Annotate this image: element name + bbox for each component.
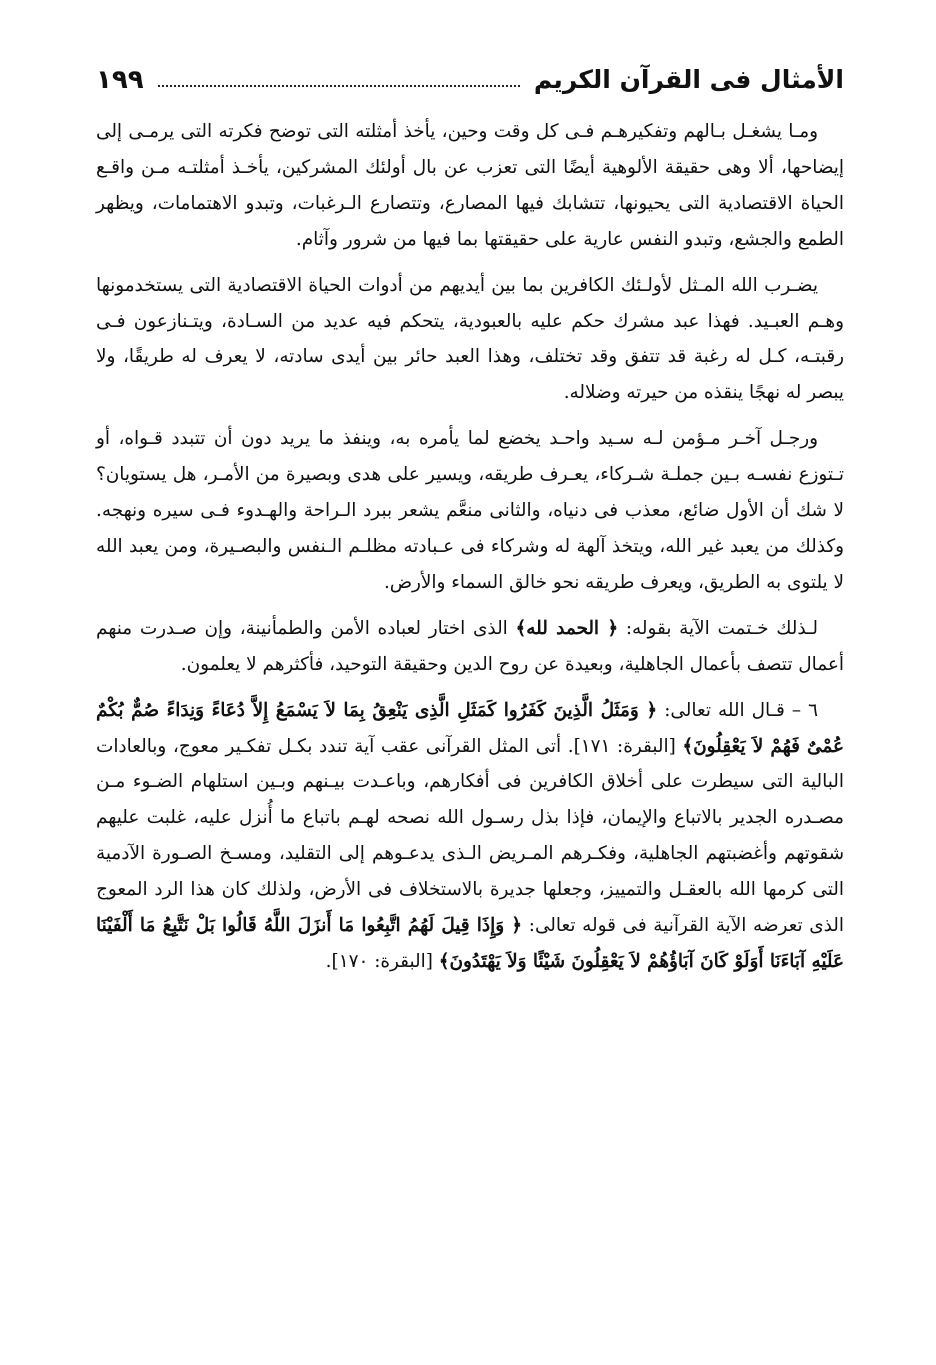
paragraph [96, 611, 844, 683]
book-page [96, 44, 844, 1334]
paragraph: ورجـل آخـر مـؤمن لـه سـيد واحـد يخضع لما يأمره به، وينفذ ما يريد دون أن تتبدد قـواه، أو تـتوزع نفسـه بـين جملـة شـركاء، يعـرف طريقه، ويسير على هدى وبصيرة من الأمـر، هل يستويان؟ لا شك أن الأول ضائع، معذب فى دنياه، والثانى منعَّم يشعر ببرد الـراحة والهـدوء فـى سيره ونهجه. وكذلك من يعبد غير الله، ويتخذ آلهة له وشركاء فى عـبادته مظلـم الـنفس والبصـيرة، ومن يعبد الله لا يلتوى به الطريق، ويعرف طريقه نحو خالق السماء والأرض. [96, 428, 844, 593]
quran-verse: ﴿ وَإِذَا قِيلَ لَهُمُ اتَّبِعُوا مَا أَنزَلَ اللَّهُ قَالُوا بَلْ نَتَّبِعُ مَا أَلْفَيْنَا عَلَيْهِ آبَاءَنَا أَوَلَوْ كَانَ آبَاؤُهُمْ لاَ يَعْقِلُونَ شَيْئًا وَلاَ يَهْتَدُونَ﴾ [96, 915, 844, 972]
running-header [96, 44, 844, 96]
paragraph-text: [البقرة: ١٧٠]. [325, 950, 439, 972]
paragraph-text: الذى اختار لعباده الأمن والطمأنينة، وإن صـدرت منهم أعمال تتصف بأعمال الجاهلية، وبعيدة عن روح الدين وحقيقة التوحيد، فأكثرهم لا يعلمون. [96, 617, 844, 675]
paragraph [96, 693, 844, 980]
paragraph-text: لـذلك خـتمت الآية بقوله: [618, 617, 818, 639]
paragraph-text: ٦ – قـال الله تعالى: [657, 699, 819, 721]
paragraph: ومـا يشغـل بـالهم وتفكيرهـم فـى كل وقت وحين، يأخذ أمثلته التى توضح فكرته التى يرمـى إلى إيضاحها، ألا وهى حقيقة الألوهية أيضًا التى تعزب عن بال أولئك المشركين، يأخـذ أمثلتـه مـن واقـع الحياة الاقتصادية التى يحيونها، تتشابك فيها المصارع، وتتصارع الـرغبات، وتبدو الاهتمامات، ويظهر الطمع والجشع، وتبدو النفس عارية على حقيقتها بما فيها من شرور وآثام. [96, 121, 844, 250]
paragraph: يضـرب الله المـثل لأولـئك الكافرين بما بين أيديهم من أدوات الحياة الاقتصادية التى يستخدمونها وهـم العبـيد. فهذا عبد مشرك حكم عليه بالعبودية، يتحكم فيه عديد من السـادة، ويتـنازعون فـى رقبتـه، كـل له رغبة قد تتفق وقد تختلف، وهذا العبد حائر بين أيدى سادته، لا يعرف له طريقًا، ولا يبصر له نهجًا ينقذه من حيرته وضلاله. [96, 274, 844, 404]
book-title: الأمثال فى القرآن الكريم [533, 65, 844, 94]
page-number: ١٩٩ [96, 65, 144, 95]
quran-verse: ﴿ الحمد لله﴾ [515, 617, 619, 639]
header-dotted-leader [158, 85, 520, 87]
paragraph-text: [البقرة: ١٧١]. أتى المثل القرآنى عقب آية تندد بكـل تفكـير معوج، وبالعادات البالية التى سيطرت على أخلاق الكافرين فى أفكارهم، وباعـدت بيـنهم وبـين استلهام الضـوء مـن مصـدره الجدير بالاتباع والإيمان، فإذا بذل رسـول الله نصحه لهـم باتباع ما أُنزل عليه، غلبت عليهم شقوتهم وأغضبتهم الجاهلية، وفكـرهم المـريض الـذى يدعـوهم إلى التقليد، ومسـخ الصـورة الآدمية التى كرمها الله بالعقـل والتمييز، وجعلها جديرة بالاستخلاف فى الأرض، ولذلك كان هذا الرد المعوج الذى تعرضه الآية القرآنية فى قوله تعالى: [96, 735, 844, 937]
quran-verse: ﴿ وَمَثَلُ الَّذِينَ كَفَرُوا كَمَثَلِ الَّذِى يَنْعِقُ بِمَا لاَ يَسْمَعُ إِلاَّ دُعَاءً وَنِدَاءً صُمٌّ بُكْمٌ عُمْىٌ فَهُمْ لاَ يَعْقِلُونَ﴾ [96, 699, 844, 757]
body-text [96, 114, 844, 980]
